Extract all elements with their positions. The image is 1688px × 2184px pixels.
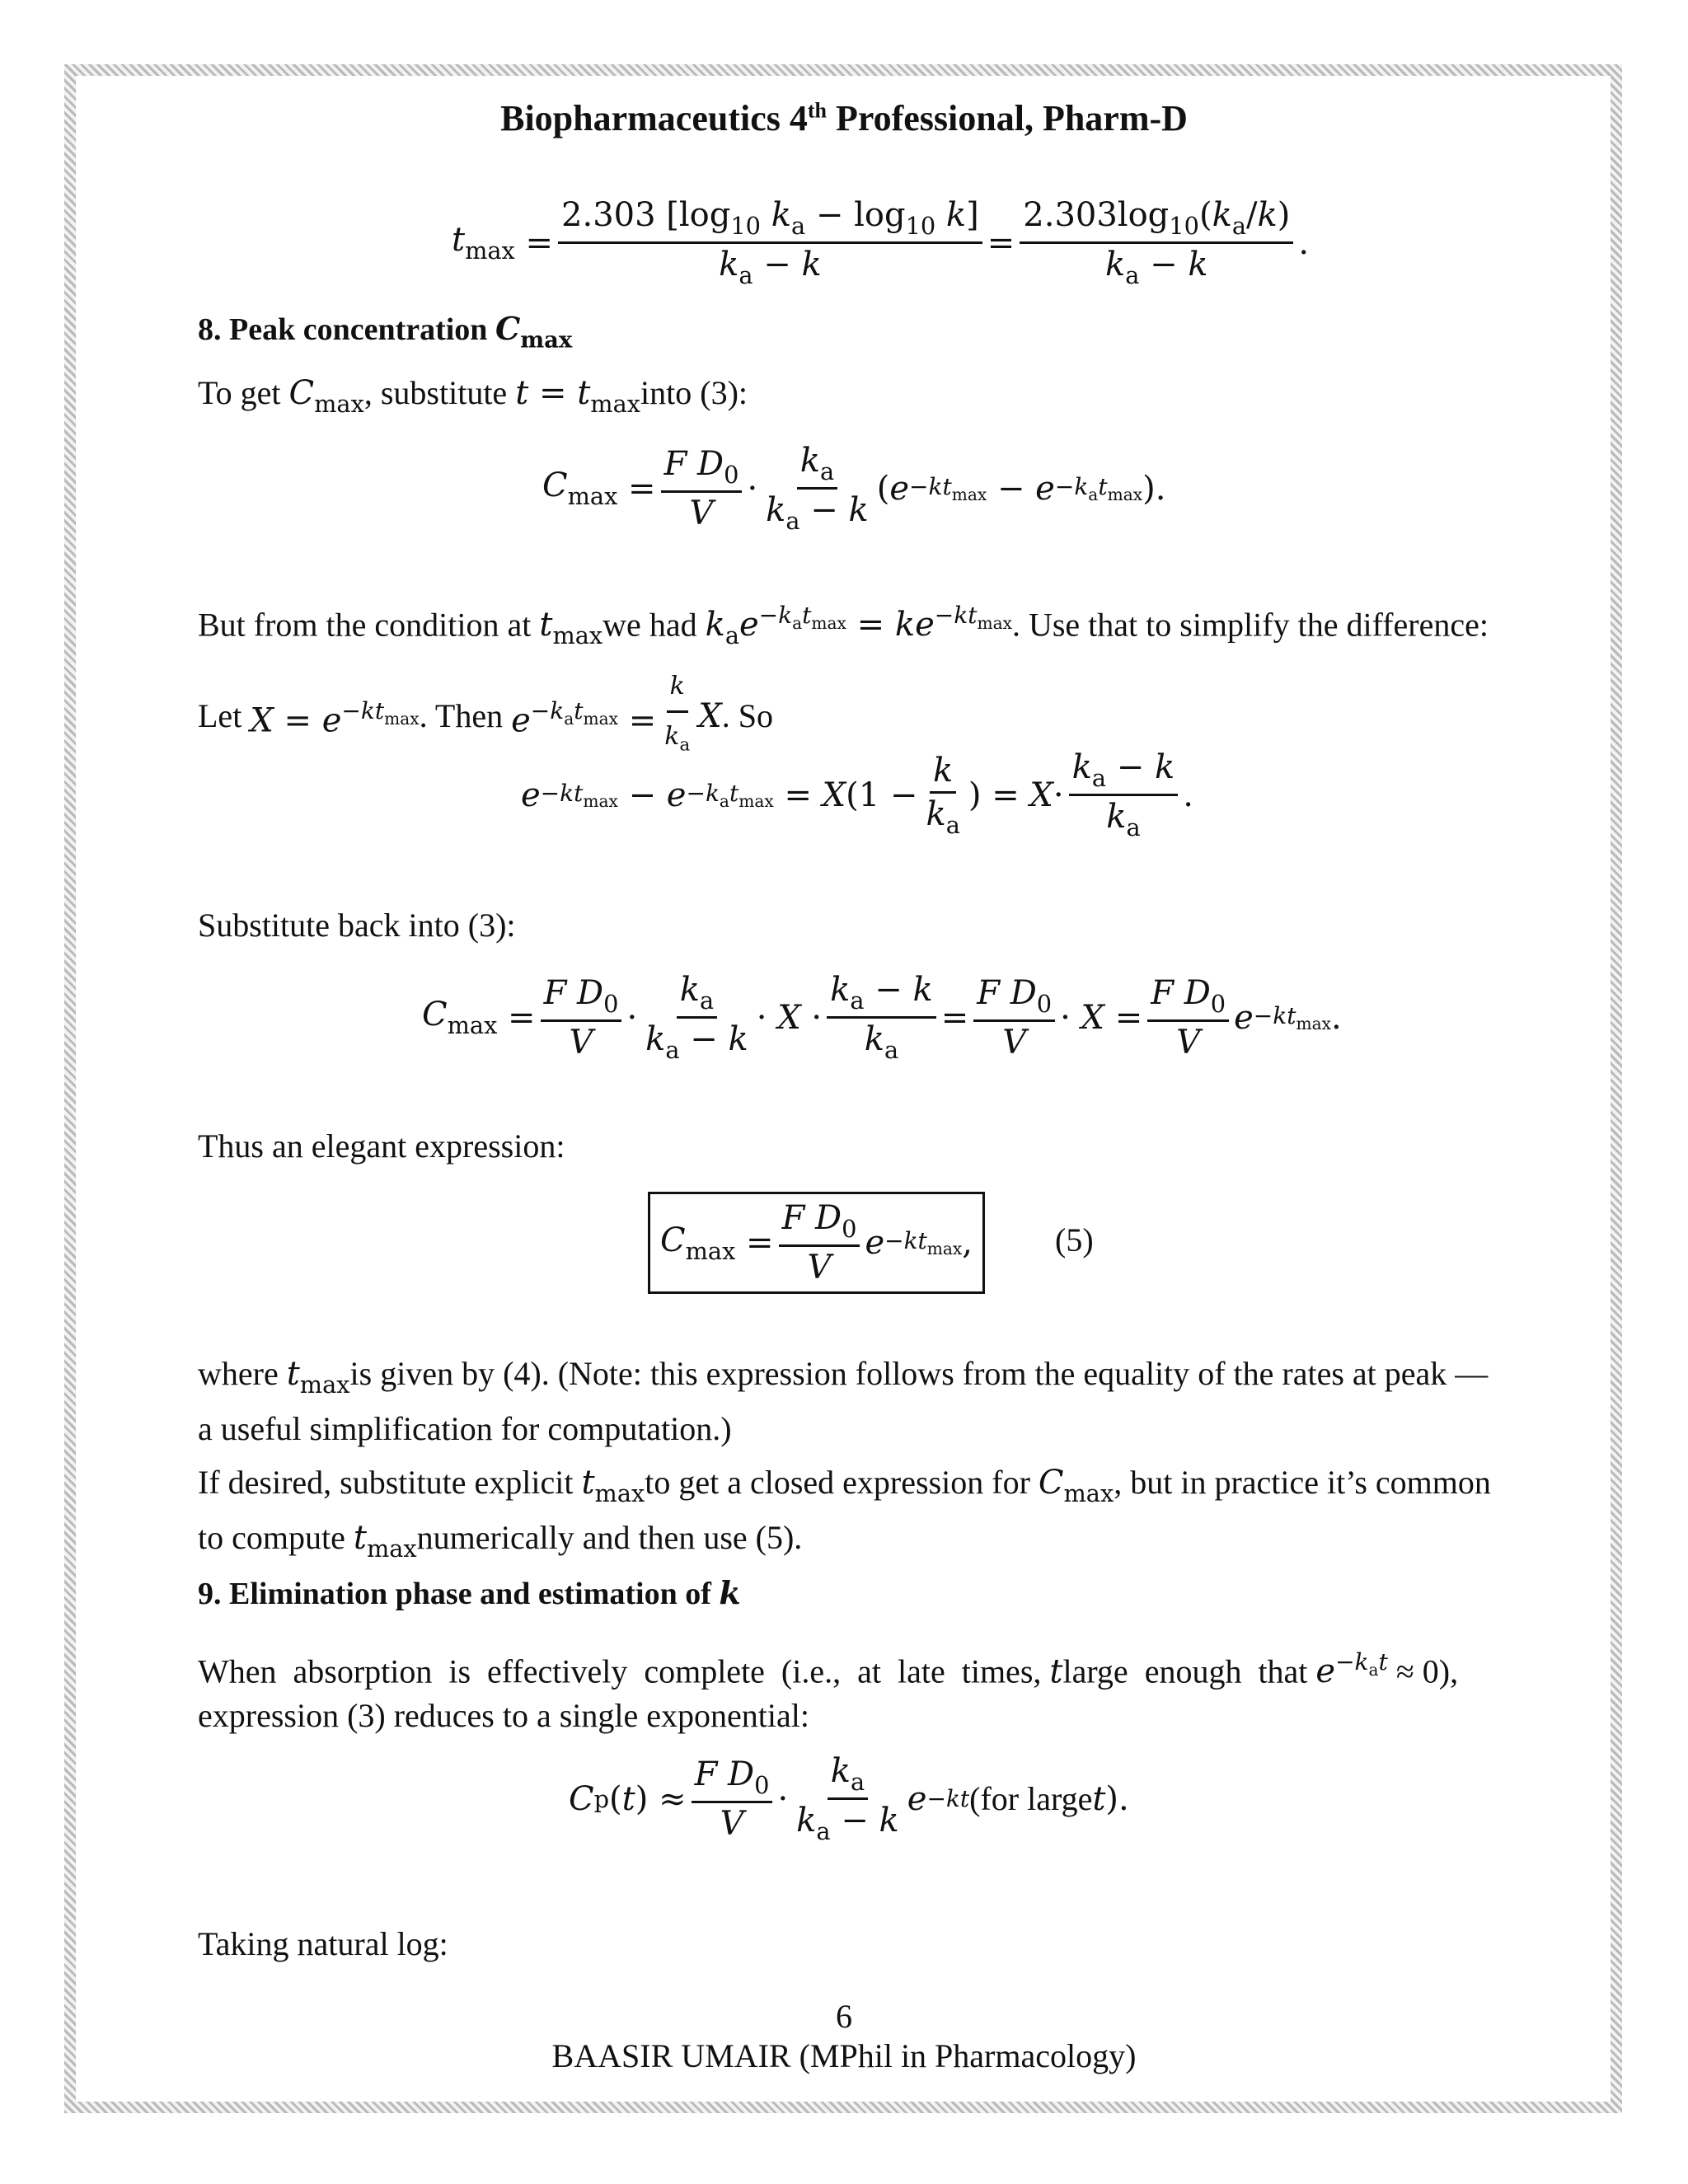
taking-log-text: Taking natural log:	[198, 1925, 448, 1962]
cmax-equation-2: $C_{max}$ = $\frac{F D_0}{V}$ · $\frac{k_a}{k_a - k}$ · X · $\frac{k_a - k}{k_a}$ = $\frac{F D_0}{V}$ · X = $\frac{F D_0}{V}$ e $-kt_{max}$ .	[422, 971, 1342, 1065]
thus-text: Thus an elegant expression:	[198, 1127, 565, 1165]
header-title-suffix: Professional, Pharm-D	[826, 98, 1188, 138]
section8-heading: 8. Peak concentration $C_{max}$	[198, 310, 573, 354]
section8-intro: To get $C_{max}$, substitute $t = t_{max}into$ (3):	[198, 374, 748, 419]
desired-paragraph: If desired, substitute explicit $t_{max}to$ get a closed expression for $C_{max}$, but in practice it’s common to compute $t_{max}numerically$ and then use (5).	[198, 1464, 1491, 1563]
equation-number-5: (5)	[1055, 1221, 1094, 1258]
substitute-back-text: Substitute back into (3):	[198, 907, 516, 944]
where-paragraph: where $t_{max}is$ given by (4). (Note: this expression follows from the equality of the rates at peak — a useful simplification for computation.)	[198, 1355, 1489, 1448]
tmax-equation: $t_{max}$ = $\frac{2.303 [\log_{10} k_a - \log_{10} k]}{k_a - k}$ = $\frac{2.303\log_{10}(k_a/k)}{k_a - k}$ .	[452, 196, 1310, 290]
section9-paragraph: When absorption is effectively complete (i.e., at late times, tlarge enough that $e^{-k_at} \approx 0$), expression (3) reduces to a single exponential:	[198, 1648, 1459, 1735]
let-x-text: Let $X = e^{-kt_{max}}$ . Then $e^{-k_at_{max}}$ = $\frac{k}{k_a}$ X . So	[198, 664, 773, 768]
page-header	[0, 97, 1688, 139]
boxed-cmax-equation: $C_{max}$ = $\frac{F D_0}{V}$ e $-kt_{max}$ ,	[648, 1192, 985, 1294]
condition-text: But from the condition at $t_{max}we$ had $k_ae^{-k_at_{max}} = ke^{-kt_{max}}$. Use that to simplify the difference:	[198, 602, 1489, 650]
footer-author: BAASIR UMAIR (MPhil in Pharmacology)	[551, 2037, 1137, 2074]
header-title-prefix: Biopharmaceutics 4	[500, 98, 808, 138]
cmax-equation-1: $C_{max}$ = $\frac{F D_0}{V}$ · $\frac{k_a}{k_a - k}$ ( e $-kt_{max}$ − e $-k_at_{max}$ ).	[542, 442, 1166, 536]
section9-heading: 9. Elimination phase and estimation of k	[198, 1574, 741, 1611]
header-title-sup: th	[807, 98, 827, 123]
page-number: 6	[836, 1998, 852, 2035]
cp-equation: C p ( t ) ≈ $\frac{F D_0}{V}$ · $\frac{k_a}{k_a - k}$ e −kt (for large t ).	[569, 1752, 1129, 1846]
difference-equation: e $-kt_{max}$ − e $-k_at_{max}$ = X (1 − $\frac{k}{k_a}$ ) = X · $\frac{k_a - k}{k_a}$ .	[521, 748, 1193, 842]
